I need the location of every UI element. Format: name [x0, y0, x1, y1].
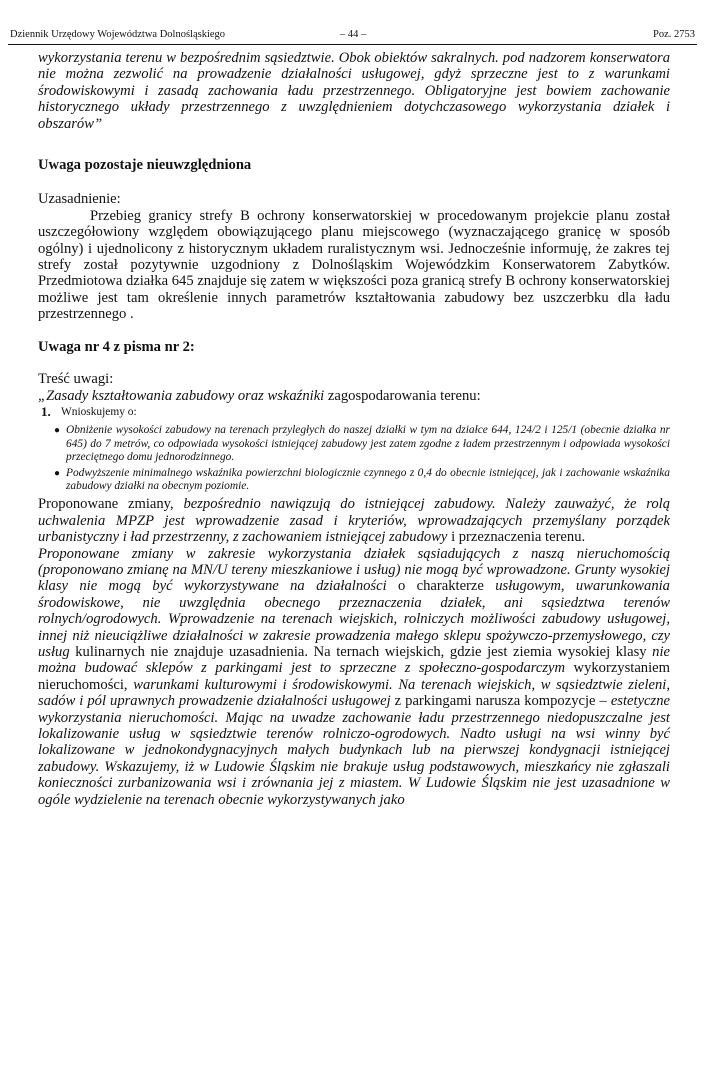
p4-italic-2: usługowym, uwarunkowania środowiskowe, nie uwzględnia obecnego przeznaczenia działek, ani sąsiedztwa terenów rolnych/ogrodowych. Wprowadzenie na terenach wiejskich, rolniczych możliwości zabudowy usługowej, innej niż nieuciążliwe działalności w zakresie prowadzenia małego sklepu spożywczo-przemysłowego, czy usług	[38, 578, 670, 660]
heading-uwaga-4: Uwaga nr 4 z pisma nr 2:	[38, 338, 195, 355]
p4-normal-2: kulinarnych nie znajduje uzasadnienia. Na ternach wiejskich, gdzie jest ziemia wysokiej klasy	[75, 644, 647, 660]
bullet-item-1	[54, 424, 670, 464]
numbered-item	[41, 404, 670, 420]
item-label: Wnioskujemy o:	[61, 405, 137, 418]
content-label: Treść uwagi:	[38, 371, 114, 388]
position-number: Poz. 2753	[653, 29, 695, 40]
p3-normal-2: i przeznaczenia terenu.	[451, 529, 586, 546]
p3-italic-1: bezpośrednio nawiązują do istniejącej zabudowy. Należy zauważyć, że rolą uchwalenia MPZP jest wprowadzenie zasad i kryteriów, wprowadzających przemyślany porządek urbanistyczny i ład przestrzenny, z zachowaniem istniejącej zabudowy	[38, 496, 670, 546]
quote-title	[38, 388, 670, 404]
page-number: – 44 –	[340, 29, 367, 40]
p4-italic-5: – estetyczne wykorzystania nieruchomości. Mając na uwadze zachowanie ładu przestrzennego niedopuszczalne jest lokalizowanie usług w sąsiedztwie terenów rolniczo-ogrodowych. Nadto usługi na wsi winny być lokalizowane w jednokondygnacyjnych małych budynkach lub na pierwszej kondygnacji istniejącej zabudowy. Wskazujemy, iż w Ludowie Śląskim nie brakuje usług podstawowych, mieszkańcy nie zgłaszali konieczności zurbanizowania wsi i zrównania jej z miastem. W Ludowie Śląskim nie jest uzasadnione w ogóle wydzielenie na terenach obecnie wykorzystywanych jako	[38, 693, 670, 808]
land-use-paragraph	[38, 546, 670, 809]
header-rule	[8, 44, 697, 45]
bullet-item-2	[54, 467, 670, 494]
bullet-text-1: Obniżenie wysokości zabudowy na terenach przyległych do naszej działki w tym na działce 644, 124/2 i 125/1 (obecnie działka nr 645) do 7 metrów, co odpowiada wysokości istniejącej zabudowy jest zatem zgodne z ładem przestrzennym i odpowiada wysokości przeciętnego domu jednorodzinnego.	[66, 424, 670, 464]
bullet-icon: ●	[54, 467, 61, 479]
p3-normal-1: Proponowane zmiany,	[38, 496, 174, 513]
quote-continuation-paragraph: wykorzystania terenu w bezpośrednim sąsiedztwie. Obok obiektów sakralnych. pod nadzorem konserwatora nie można zezwolić na prowadzenie działalności usługowej, gdyż sprzeczne jest to z warunkami środowiskowymi i zasadą zachowania ładu przestrzennego. Obligatoryjne jest bowiem zachowanie historycznego układy przestrzennego z uwzględnieniem dotychczasowego wykorzystania działek i obszarów”	[38, 50, 670, 132]
heading-uwaga-status: Uwaga pozostaje nieuwzględniona	[38, 157, 252, 174]
p4-italic-1: Proponowane zmiany w zakresie wykorzystania działek sąsiadujących z naszą nieruchomością (proponowano zmianę na MN/U tereny mieszkaniowe i usług) nie mogą być wprowadzone. Grunty wysokiej klasy nie mogą być wykorzystywane na działalności	[38, 545, 670, 595]
bullet-icon: ●	[54, 425, 61, 437]
quote-title-italic: „Zasady kształtowania zabudowy oraz wskaźniki	[38, 387, 325, 404]
journal-title: Dziennik Urzędowy Województwa Dolnośląskiego	[10, 29, 226, 40]
justification-label: Uzasadnienie:	[38, 191, 121, 208]
page-header	[10, 28, 695, 42]
p4-italic-4: warunkami kulturowymi i środowiskowymi. Na terenach wiejskich, w sąsiedztwie zieleni, sadów i pól uprawnych prowadzenie działalności usługowej	[38, 676, 670, 710]
justification-paragraph: Przebieg granicy strefy B ochrony konserwatorskiej w procedowanym projekcie planu został uszczegółowiony względem obowiązującego planu miejscowego (wyznaczającego granicę w sposób ogólny) i ujednolicony z historycznym układem ruralistycznym wsi. Jednocześnie informuję, że zakres tej strefy został pozytywnie uzgodniony z Dolnośląskim Wojewódzkim Konserwatorem Zabytków. Przedmiotowa działka 645 znajduje się zatem w większości poza granicą strefy B ochrony konserwatorskiej możliwe jest tam określenie innych parametrów kształtowania zabudowy bez uszczerbku dla ładu przestrzennego .	[38, 207, 670, 323]
document-body	[38, 50, 670, 808]
p4-normal-1: o charakterze	[397, 578, 484, 595]
p4-normal-3: wykorzystaniem nieruchomości,	[38, 660, 670, 693]
p4-italic-3: nie można budować sklepów z parkingami jest to sprzeczne z społeczno-gospodarczym	[38, 644, 671, 677]
p4-normal-4: z parkingami narusza kompozycje	[394, 693, 596, 710]
proposed-changes-paragraph	[38, 496, 670, 545]
bullet-text-2: Podwyższenie minimalnego wskaźnika powierzchni biologicznie czynnego z 0,4 do obecnie istniejącej, jak i zachowanie wskaźnika zabudowy działki na obecnym poziomie.	[66, 466, 670, 492]
item-number: 1.	[41, 403, 51, 419]
quote-title-normal: zagospodarowania terenu:	[327, 387, 481, 404]
